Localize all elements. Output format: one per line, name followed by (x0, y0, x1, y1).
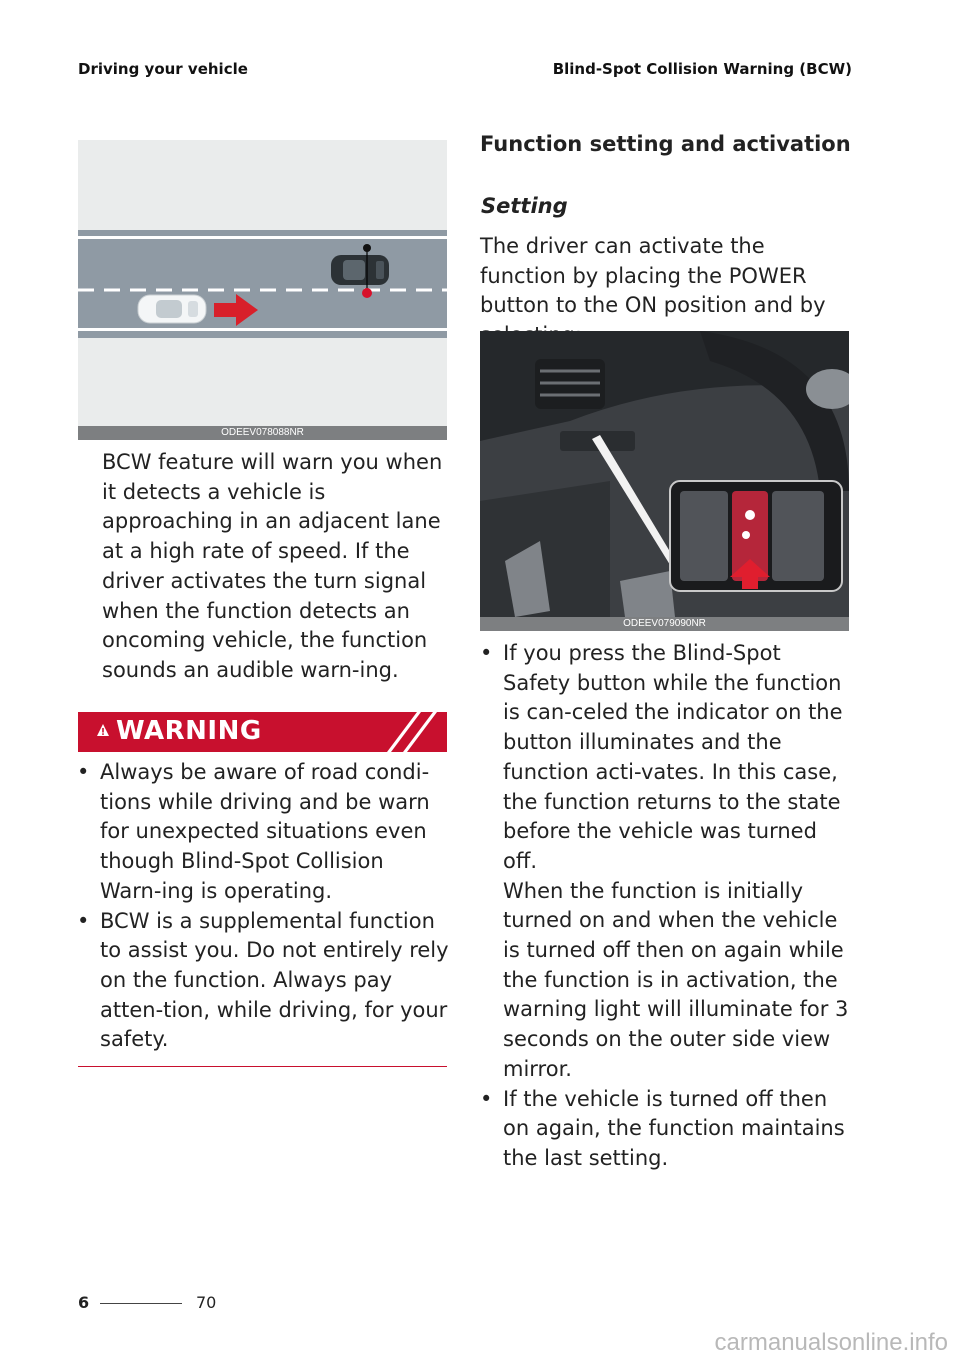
dashboard-graphic (480, 331, 849, 617)
air-vent-icon (535, 359, 605, 409)
warning-banner (78, 712, 447, 752)
dashboard-button-photo (480, 331, 849, 631)
warning-list (75, 758, 450, 1055)
section-title: Function setting and activation (480, 132, 851, 156)
bcw-road-illustration (78, 140, 447, 440)
warning-title: WARNING (116, 716, 262, 746)
warning-item: • BCW is a supplemental function to assist you. Do not entirely rely on the function. Always pay atten-tion, while driving, for your safety. (77, 908, 449, 1052)
warning-end-rule (78, 1066, 447, 1067)
road-scene-graphic (78, 140, 447, 426)
warning-item: • Always be aware of road condi-tions while driving and be warn for unexpected situations even though Blind-Spot Collision Warn-ing is operating. (77, 760, 430, 903)
setting-paragraph: The driver can activate the function by placing the POWER button to the ON position and by (480, 234, 826, 318)
host-car-icon (138, 295, 206, 323)
page-number: 70 (196, 1293, 217, 1312)
chapter-number: 6 (78, 1293, 90, 1312)
figure-caption: ODEEV078088NR (78, 426, 447, 440)
subsection-title: Setting (481, 194, 568, 218)
intro-paragraph: BCW feature will warn you when it detects a vehicle is approaching in an adjacent lane at a high rate of speed. If the driver activates the turn signal when the function detects an oncoming vehicle, the function sounds an audible warn-ing. (102, 450, 443, 682)
warning-item-text: Always be aware of road condi-tions while driving and be warn for unexpected situations even though Blind-Spot Collision Warn-ing is operating. (100, 760, 430, 903)
approaching-car-icon (331, 255, 389, 285)
watermark: carmanualsonline.info (714, 1329, 948, 1356)
setting-bullet-text: If the vehicle is turned off then on again, the function maintains the last setting. (503, 1086, 845, 1170)
setting-bullet-text: If you press the Blind-Spot Safety button while the function is can-celed the indicator on the button illuminates and the function acti-vates. In this case, the function returns to the state before the vehicle was turned off. (503, 641, 843, 873)
setting-bullet: • If you press the Blind-Spot Safety button while the function is can-celed the indicator on the button illuminates and the function acti-vates. In this case, the function returns to the state before the vehicle was turned off. When the function is initially turned on and when the vehicle is turned off then on again while the function is in activation, the warning light will illuminate for 3 seconds on the outer side view mirror. (478, 639, 852, 1085)
warning-item-text: BCW is a supplemental function to assist you. Do not entirely rely on the function. Always pay atten-tion, while driving, for your safety. (100, 908, 449, 1052)
warning-triangle-icon (96, 723, 110, 737)
setting-bullet: • If the vehicle is turned off then on again, the function maintains the last setting. (480, 1086, 845, 1170)
running-header-left: Driving your vehicle (78, 60, 248, 78)
setting-bullet-continuation: When the function is initially turned on and when the vehicle is turned off then on again while the function is in activation, the warning light will illuminate for 3 seconds on the outer side view mirror. (503, 878, 849, 1081)
running-header-right: Blind-Spot Collision Warning (BCW) (552, 60, 852, 78)
warning-stripes-decoration (377, 712, 447, 752)
setting-bullets (478, 639, 852, 1174)
footer-rule (100, 1303, 182, 1304)
figure-caption: ODEEV079090NR (480, 617, 849, 631)
